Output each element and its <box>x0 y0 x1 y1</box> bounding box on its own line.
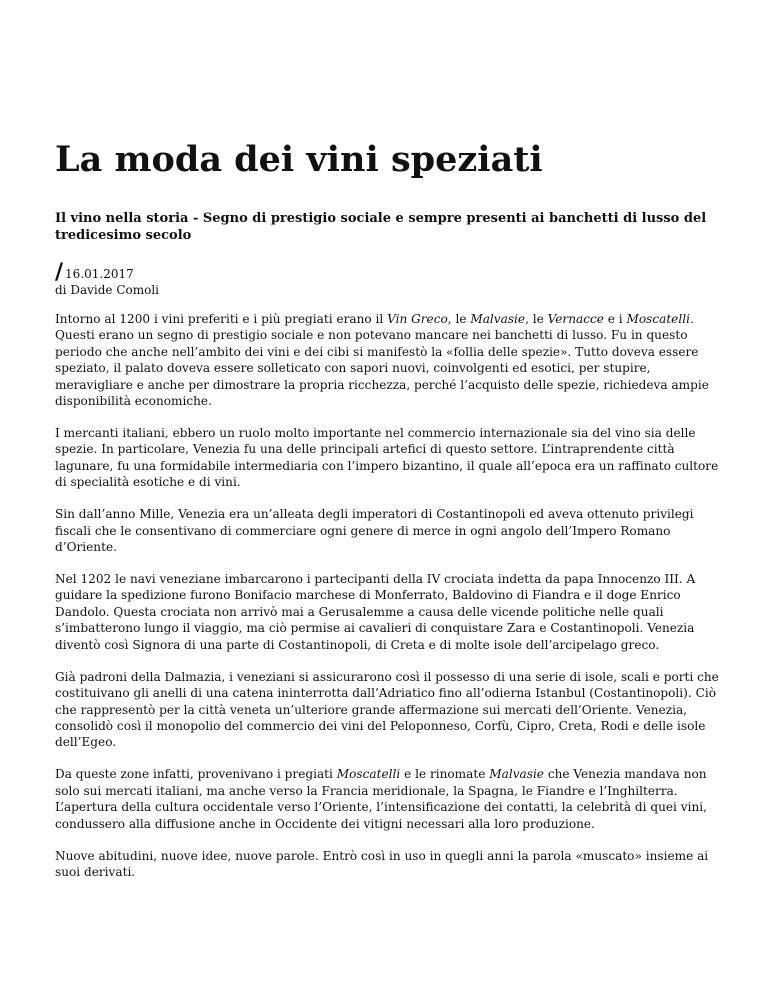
body-paragraph <box>55 669 720 751</box>
italic-term: Vin Greco <box>387 312 448 326</box>
italic-term: Malvasie <box>489 767 544 782</box>
text-run: , le <box>447 312 471 326</box>
author-byline: di Davide Comoli <box>55 283 160 297</box>
body-paragraph <box>55 311 720 409</box>
body-paragraph <box>55 425 720 491</box>
text-run: Intorno al 1200 i vini preferiti e i più pregiati erano il <box>55 312 388 326</box>
article-title: La moda dei vini speziati <box>55 139 543 180</box>
italic-term: Moscatelli <box>336 767 401 782</box>
body-paragraph <box>55 848 720 881</box>
date-line <box>55 260 159 285</box>
text-run: che Venezia mandava non solo sui mercati italiani, ma anche verso la Francia meridionale, la Spagna, le Fiandre e l’Inghilterra. L’apertura della cultura occidentale verso l’Oriente, l’intensificazione dei contatti, la celebrità di quei vini, condussero alla diffusione anche in Occidente dei vitigni necessari alla loro produzione. <box>55 767 707 831</box>
text-run: Da queste zone infatti, provenivano i pregiati <box>55 767 337 782</box>
text-run: Già padroni della Dalmazia, i veneziani si assicurarono così il possesso di una serie di isole, scali e porti che costituivano gli anelli di una catena ininterrotta dall’Adriatico fino all’odierna Istanbul (Costantinopoli). Ciò che rappresentò per la città veneta un’ulteriore grande affermazione sui mercati dell’Oriente. Venezia, consolidò così il monopolio del commercio dei vini del Peloponneso, Corfù, Cipro, Creta, Rodi e delle isole dell’Egeo. <box>55 669 719 750</box>
text-run: , le <box>525 312 548 326</box>
body-paragraph <box>55 571 720 653</box>
text-run: e le rinomate <box>400 767 490 782</box>
body-paragraph <box>55 506 720 555</box>
italic-term: Moscatelli <box>626 312 690 326</box>
article-body <box>55 311 720 896</box>
italic-term: Vernacce <box>547 312 604 326</box>
slash-separator: / <box>55 260 64 285</box>
text-run: I mercanti italiani, ebbero un ruolo molto importante nel commercio internazionale sia del vino sia delle spezie. In particolare, Venezia fu una delle principali artefici di questo settore. L’intraprendente città lagunare, fu una formidabile intermediaria con l’impero bizantino, il quale all’epoca era un raffinato cultore di specialità esotiche e di vini. <box>55 426 719 490</box>
text-run: . Questi erano un segno di prestigio sociale e non potevano mancare nei banchetti di lusso. Fu in questo periodo che anche nell’ambito dei vini e dei cibi si manifestò la «follia delle spezie». Tutto doveva essere speziato, il palato doveva essere solleticato con sapori nuovi, coinvolgenti ed esotici, per stupire, meravigliare e anche per dimostrare la propria ricchezza, perché l’acquisto delle spezie, richiedeva ampie disponibilità economiche. <box>55 312 709 409</box>
text-run: e i <box>603 312 627 326</box>
article-meta <box>55 260 160 298</box>
text-run: Nuove abitudini, nuove idee, nuove parole. Entrò così in uso in quegli anni la parola «muscato» insieme ai suoi derivati. <box>55 848 709 879</box>
italic-term: Malvasie <box>470 312 526 326</box>
article-subtitle: Il vino nella storia - Segno di prestigio sociale e sempre presenti ai banchetti di lusso del tredicesimo secolo <box>55 211 707 243</box>
text-run: Nel 1202 le navi veneziane imbarcarono i partecipanti della IV crociata indetta da papa Innocenzo III. A guidare la spedizione furono Bonifacio marchese di Monferrato, Baldovino di Fiandra e il doge Enrico Dandolo. Questa crociata non arrivò mai a Gerusalemme a causa delle vicende politiche nelle quali s’imbatterono lungo il viaggio, ma ciò permise ai cavalieri di conquistare Zara e Costantinopoli. Venezia diventò così Signora di una parte di Costantinopoli, di Creta e di molte isole dell’arcipelago greco. <box>55 572 696 652</box>
publication-date: 16.01.2017 <box>65 267 134 281</box>
text-run: Sin dall’anno Mille, Venezia era un’alleata degli imperatori di Costantinopoli ed aveva ottenuto privilegi fiscali che le consentivano di commerciare ogni genere di merce in ogni angolo dell’Impero Romano d’Oriente. <box>55 507 694 555</box>
body-paragraph <box>55 766 720 832</box>
